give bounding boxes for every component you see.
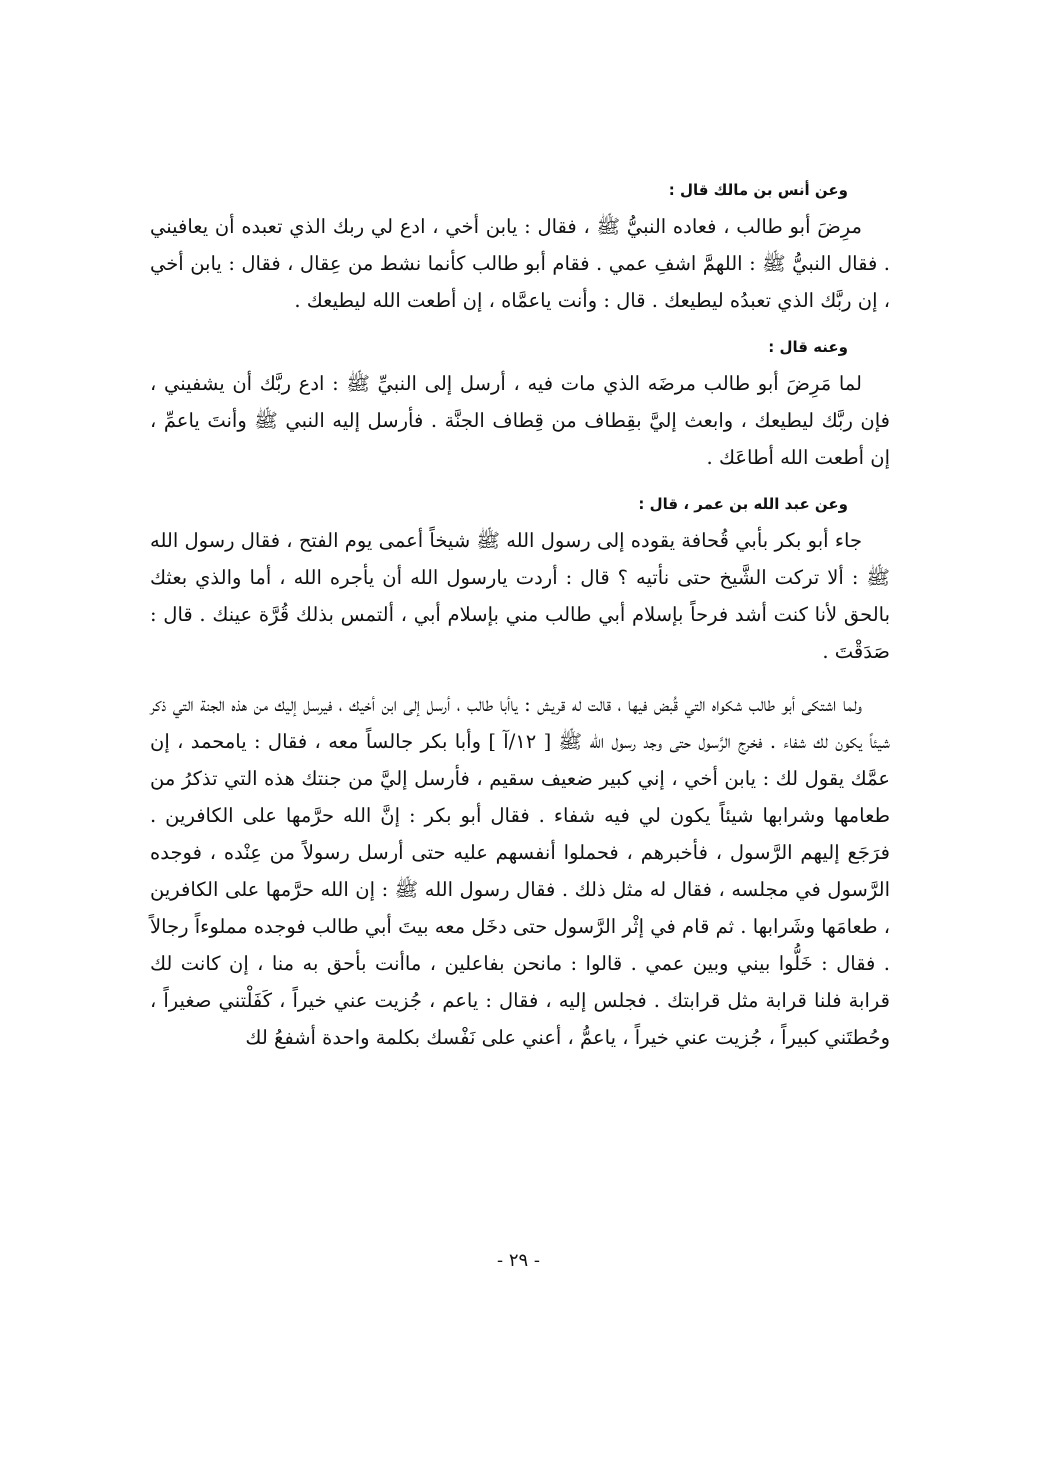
- page-content: [150, 170, 890, 1070]
- narrative-paragraph: ولما اشتكى أبو طالب شكواه التي قُبض فيها ، قالت له قريش : ياأبا طالب ، أرسل إلى ابن أخيك ، فيرسل إليك من هذه الجنة التي ذكر شيئاً يكون لك شفاء . فخرج الرَّسول حتى وجد رسول الله ﷺ [ ١٢/آ ] وأبا بكر جالساً معه ، فقال : يامحمد ، إن عمَّك يقول لك : يابن أخي ، إني كبير ضعيف سقيم ، فأرسل إليَّ من جنتك هذه التي تذكرُ من طعامها وشرابها شيئاً يكون لي فيه شفاء . فقال أبو بكر : إنَّ الله حرَّمها على الكافرين . فرَجَع إليهم الرَّسول ، فأخبرهم ، فحملوا أنفسهم عليه حتى أرسل رسولاً من عِنْده ، فوجده الرَّسول في مجلسه ، فقال له مثل ذلك . فقال رسول الله ﷺ : إن الله حرَّمها على الكافرين ، طعامَها وشَرابها . ثم قام في إثْر الرَّسول حتى دخَل معه بيتَ أبي طالب فوجده مملوءاً رجالاً . فقال : خَلُّوا بيني وبين عمي . قالوا : مانحن بفاعلين ، ماأنت بأحق به منا ، إن كانت لك قرابة فلنا قرابة مثل قرابتك . فجلس إليه ، فقال : ياعم ، جُزيت عني خيراً ، كَفَلْتني صغيراً ، وحُطتَني كبيراً ، جُزيت عني خيراً ، ياعمُّ ، أعني على نَفْسك بكلمة واحدة أشفعُ لك: [150, 693, 890, 1049]
- hadith-paragraph-anas: مرِضَ أبو طالب ، فعاده النبيُّ ﷺ ، فقال : يابن أخي ، ادع لي ربك الذي تعبده أن يعافيني . فقال النبيُّ ﷺ : اللهمَّ اشفِ عمي . فقام أبو طالب كأنما نشط من عِقال ، فقال : يابن أخي ، إن ربَّك الذي تعبدُه ليطيعك . قال : وأنت ياعمَّاه ، إن أطعت الله ليطيعك .: [150, 215, 890, 312]
- hadith-paragraph-anhu: لما مَرِضَ أبو طالب مرضَه الذي مات فيه ، أرسل إلى النبيِّ ﷺ : ادع ربَّك أن يشفيني ، فإن ربَّك ليطيعك ، وابعث إليَّ بقِطاف من قِطاف الجنَّة . فأرسل إليه النبي ﷺ وأنتَ ياعمِّ ، إن أطعت الله أطاعَك .: [150, 372, 890, 469]
- section-heading-abdullah: وعن عبد الله بن عمر ، قال :: [638, 495, 848, 513]
- section-heading-anas: وعن أنس بن مالك قال :: [668, 181, 848, 199]
- hadith-paragraph-abdullah: جاء أبو بكر بأبي قُحافة يقوده إلى رسول الله ﷺ شيخاً أعمى يوم الفتح ، فقال رسول الله ﷺ : ألا تركت الشَّيخ حتى نأتيه ؟ قال : أردت يارسول الله أن يأجره الله ، أما والذي بعثك بالحق لأنا كنت أشد فرحاً بإسلام أبي طالب مني بإسلام أبي ، ألتمس بذلك قُرَّة عينك . قال : صَدَقْتَ .: [150, 529, 890, 663]
- page-number: - ٢٩ -: [497, 1250, 540, 1271]
- section-heading-anhu: وعنه قال :: [768, 338, 848, 356]
